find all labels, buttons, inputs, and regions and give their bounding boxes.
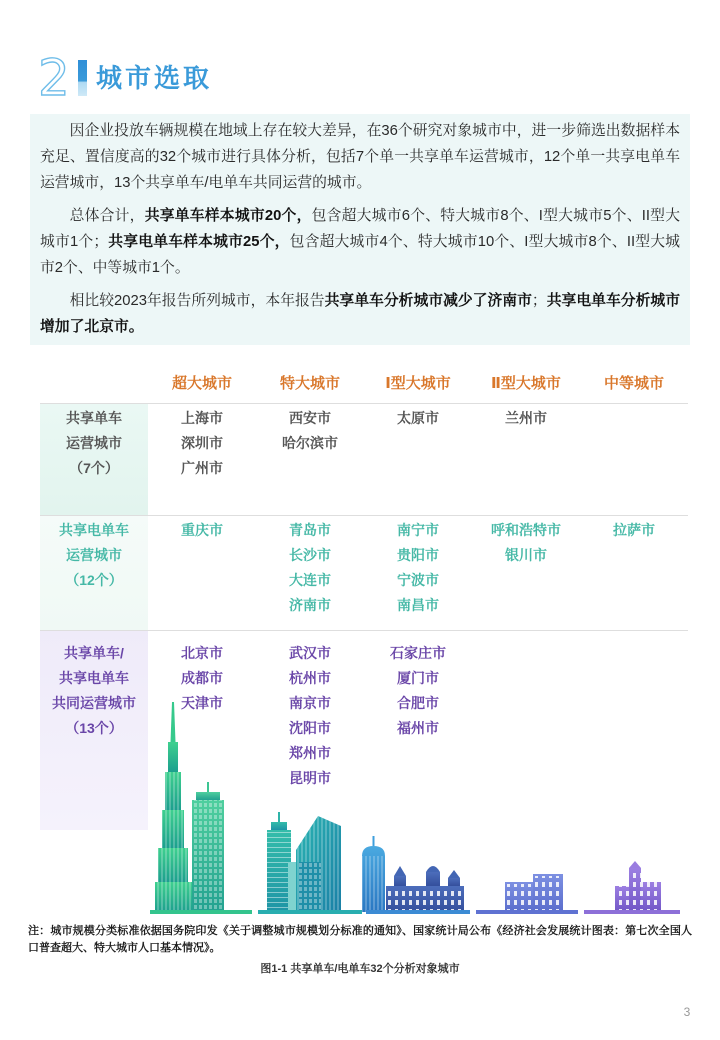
row-bike-only bbox=[40, 403, 688, 515]
city-item: 天津市 bbox=[181, 695, 223, 711]
cell-ebike-type1 bbox=[364, 516, 472, 630]
building-windows bbox=[505, 884, 535, 911]
intro-text: ； bbox=[531, 293, 547, 309]
ground-segment bbox=[258, 910, 362, 914]
cell-both-type1 bbox=[364, 631, 472, 830]
city-item: 上海市 bbox=[181, 410, 223, 426]
table-header-row bbox=[148, 368, 688, 400]
row-label-line: （13个） bbox=[65, 720, 123, 736]
header-type2-large-city: Ⅱ型大城市 bbox=[491, 375, 561, 392]
city-item: 北京市 bbox=[181, 645, 223, 661]
city-item: 深圳市 bbox=[181, 435, 223, 451]
row-label-line: （7个） bbox=[69, 460, 119, 476]
figure-caption: 图1-1 共享单车/电单车32个分析对象城市 bbox=[260, 963, 460, 975]
city-item: 青岛市 bbox=[289, 522, 331, 538]
city-item: 成都市 bbox=[181, 670, 223, 686]
round-top-tower bbox=[362, 846, 385, 912]
ground-line bbox=[150, 910, 680, 914]
building-windows bbox=[299, 862, 321, 912]
curved-tower bbox=[296, 816, 341, 912]
ground-segment bbox=[584, 910, 680, 914]
section-title: 城市选取 bbox=[96, 63, 213, 93]
cell-bike-mega bbox=[256, 404, 364, 515]
building-antenna bbox=[373, 836, 375, 846]
intro-highlight: 共享单车样本城市20个， bbox=[144, 208, 312, 224]
cell-ebike-super-large bbox=[148, 516, 256, 630]
city-item: 宁波市 bbox=[397, 572, 439, 588]
ground-segment bbox=[476, 910, 578, 914]
header-mega-city: 特大城市 bbox=[279, 375, 340, 392]
header-medium-city: 中等城市 bbox=[603, 375, 664, 392]
tower-stripes bbox=[362, 856, 385, 912]
row-label-line: 共同运营城市 bbox=[52, 695, 136, 711]
cell-bike-medium bbox=[580, 404, 688, 515]
building-body bbox=[533, 874, 563, 912]
city-item: 拉萨市 bbox=[613, 522, 655, 538]
building-body bbox=[267, 830, 291, 912]
city-item: 贵阳市 bbox=[397, 547, 439, 563]
facade-dome bbox=[426, 866, 440, 872]
type1-city-buildings bbox=[362, 836, 464, 912]
cell-ebike-medium bbox=[580, 516, 688, 630]
city-item: 石家庄市 bbox=[390, 645, 446, 661]
city-item: 南京市 bbox=[289, 695, 331, 711]
intro-text: 包含超大城市4个、特大城市10个、I型大城市8个、II型大城市2个、中等城市1个。 bbox=[40, 234, 680, 276]
city-item: 兰州市 bbox=[505, 410, 547, 426]
cell-ebike-type2 bbox=[472, 516, 580, 630]
supertower-stripes bbox=[158, 848, 188, 882]
type2-city-buildings bbox=[505, 874, 563, 912]
building-lines bbox=[267, 830, 291, 912]
building-tower bbox=[629, 868, 641, 912]
row-label-line: 运营城市 bbox=[66, 435, 122, 451]
city-item: 济南市 bbox=[289, 597, 331, 613]
building-body bbox=[615, 886, 629, 912]
city-item: 长沙市 bbox=[289, 547, 331, 563]
header-super-large-city: 超大城市 bbox=[171, 375, 232, 392]
supertower-stripes bbox=[155, 882, 192, 912]
city-item: 南昌市 bbox=[397, 597, 439, 613]
building-body bbox=[641, 882, 661, 912]
intro-text: 相比较2023年报告所列城市，本年报告 bbox=[69, 293, 325, 309]
facade-windows bbox=[386, 888, 464, 910]
building-body bbox=[299, 862, 321, 912]
cell-ebike-mega bbox=[256, 516, 364, 630]
cell-bike-super-large bbox=[148, 404, 256, 515]
city-item: 厦门市 bbox=[397, 670, 439, 686]
row-label-line: 共享电单车 bbox=[59, 522, 129, 538]
facade-base bbox=[386, 886, 464, 912]
row-ebike-only bbox=[40, 515, 688, 630]
ground-segment bbox=[150, 910, 252, 914]
row-label-line: 共享单车/ bbox=[64, 645, 124, 661]
page-number: 3 bbox=[683, 1005, 691, 1019]
intro-text: 总体合计， bbox=[69, 208, 145, 224]
intro-text: 包含超大城市6个、特大城市8个、I型大城市5个、II型大城市1个； bbox=[40, 208, 680, 250]
cell-both-medium bbox=[580, 631, 688, 830]
row-label-ebike-only bbox=[40, 516, 148, 630]
facade-roof bbox=[394, 866, 406, 876]
intro-highlight: 共享电单车分析城市增加了北京市。 bbox=[40, 293, 680, 335]
section-accent-bar bbox=[78, 60, 87, 96]
city-item: 银川市 bbox=[505, 547, 547, 563]
city-item: 郑州市 bbox=[289, 745, 331, 761]
building-windows bbox=[615, 870, 661, 911]
row-label-line: 运营城市 bbox=[66, 547, 122, 563]
facade-tower bbox=[394, 876, 406, 886]
city-item: 西安市 bbox=[289, 410, 331, 426]
city-item: 南宁市 bbox=[397, 522, 439, 538]
row-label-line: 共享电单车 bbox=[59, 670, 129, 686]
city-item: 大连市 bbox=[289, 572, 331, 588]
intro-highlight: 共享单车分析城市减少了济南市 bbox=[324, 293, 532, 309]
intro-highlight: 共享电单车样本城市25个， bbox=[108, 234, 290, 250]
city-item: 武汉市 bbox=[289, 645, 331, 661]
cell-both-super-large bbox=[148, 631, 256, 830]
cell-bike-type2 bbox=[472, 404, 580, 515]
header-type1-large-city: Ⅰ型大城市 bbox=[385, 375, 451, 392]
ground-segment bbox=[366, 910, 470, 914]
facade-roof bbox=[448, 870, 460, 878]
curved-tower-lines bbox=[296, 816, 341, 912]
intro-paragraph-2 bbox=[40, 203, 680, 281]
city-item: 重庆市 bbox=[181, 522, 223, 538]
intro-paragraph-1: 因企业投放车辆规模在地域上存在较大差异，在36个研究对象城市中，进一步筛选出数据样本充足、置信度高的32个城市进行具体分析，包括7个单一共享单车运营城市，12个单一共享电单车运营城市，13个共享单车/电单车共同运营的城市。 bbox=[40, 123, 680, 191]
city-item: 福州市 bbox=[397, 720, 439, 736]
intro-box bbox=[30, 114, 690, 345]
city-item: 哈尔滨市 bbox=[282, 435, 338, 451]
city-item: 杭州市 bbox=[289, 670, 331, 686]
row-label-bike-only bbox=[40, 404, 148, 515]
cell-both-mega bbox=[256, 631, 364, 830]
supertower-tier bbox=[158, 848, 188, 882]
footnote: 注：城市规模分类标准依据国务院印发《关于调整城市规模划分标准的通知》、国家统计局公布《经济社会发展统计图表：第七次全国人口普查超大、特大城市人口基本情况》。 bbox=[28, 925, 692, 954]
intro-paragraph-3 bbox=[40, 288, 680, 340]
facade-tower bbox=[448, 878, 460, 886]
facade-tower bbox=[426, 872, 440, 886]
cell-bike-type1 bbox=[364, 404, 472, 515]
building-body bbox=[288, 862, 298, 912]
building-windows bbox=[533, 876, 563, 911]
row-label-line: （12个） bbox=[65, 572, 123, 588]
city-item: 合肥市 bbox=[397, 695, 439, 711]
supertower-tier bbox=[155, 882, 192, 912]
city-item: 呼和浩特市 bbox=[491, 522, 561, 538]
medium-city-buildings bbox=[615, 861, 661, 912]
row-label-line: 共享单车 bbox=[66, 410, 122, 426]
city-item: 广州市 bbox=[181, 460, 223, 476]
section-number: 2 bbox=[38, 49, 70, 107]
building-roof bbox=[629, 861, 641, 868]
city-item: 昆明市 bbox=[289, 770, 331, 786]
cell-both-type2 bbox=[472, 631, 580, 830]
row-label-bike-and-ebike bbox=[40, 631, 148, 830]
city-item: 沈阳市 bbox=[289, 720, 331, 736]
city-item: 太原市 bbox=[397, 410, 439, 426]
row-bike-and-ebike bbox=[40, 630, 688, 830]
building-body bbox=[505, 882, 535, 912]
